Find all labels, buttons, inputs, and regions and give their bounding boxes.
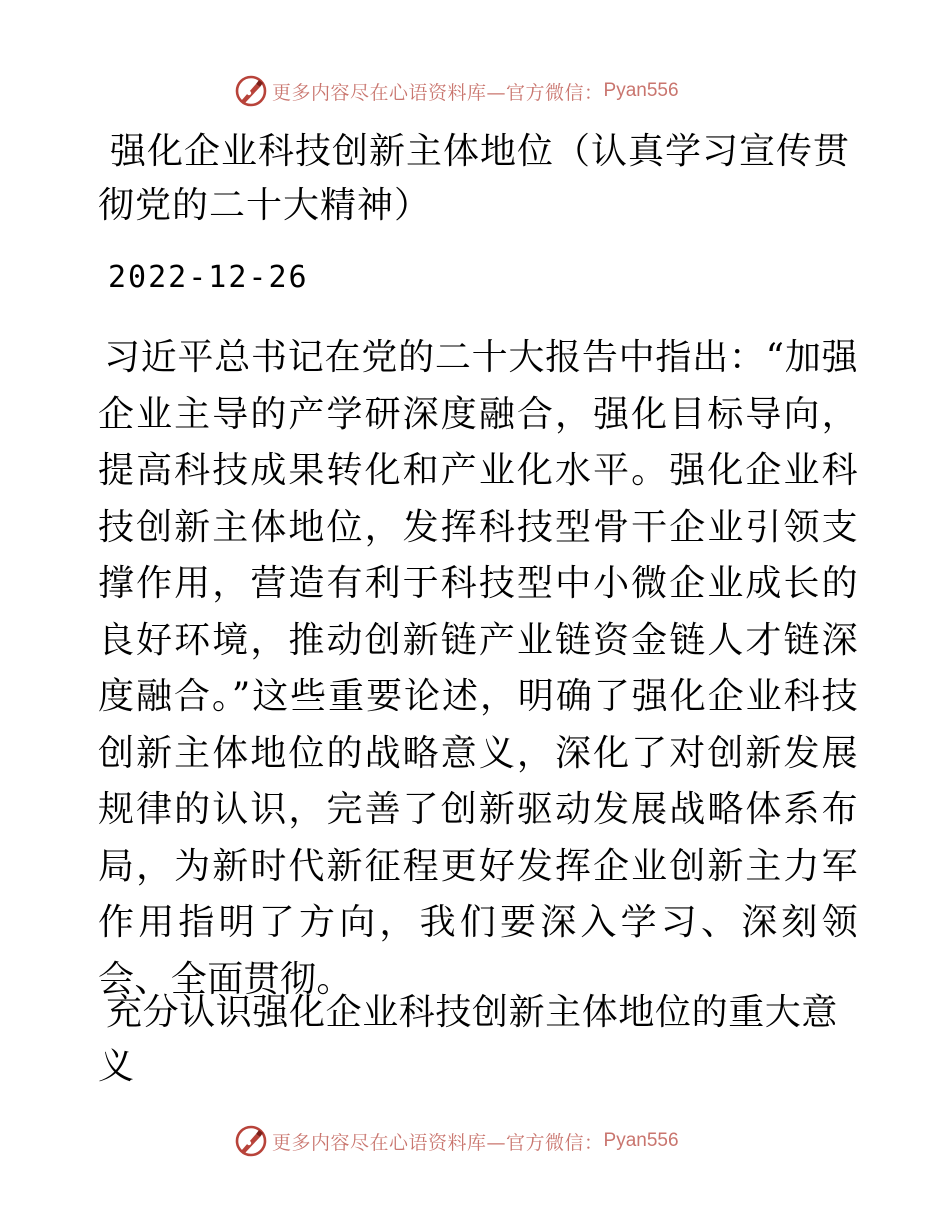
pen-logo-icon: [234, 74, 268, 108]
watermark-text: 更多内容尽在心语资料库—官方微信：: [272, 81, 604, 104]
watermark-banner-bottom: [234, 1124, 679, 1158]
document-title: 强化企业科技创新主体地位（认真学习宣传贯彻党的二十大精神）: [98, 131, 851, 226]
body-paragraph: 习近平总书记在党的二十大报告中指出：“加强企业主导的产学研深度融合，强化目标导向，提高科技成果转化和产业化水平。强化企业科技创新主体地位，发挥科技型骨干企业引领支撑作用，营造有利于科技型中小微企业成长的良好环境，推动创新链产业链资金链人才链深度融合。”这些重要论述，明确了强化企业科技创新主体地位的战略意义，深化了对创新发展规律的认识，完善了创新驱动发展战略体系布局，为新时代新征程更好发挥企业创新主力军作用指明了方向，我们要深入学习、深刻领会、全面贯彻。: [98, 337, 858, 1000]
document-date: 2022-12-26: [108, 260, 309, 295]
pen-logo-icon: [234, 1124, 268, 1158]
section-heading: 充分认识强化企业科技创新主体地位的重大意义: [98, 992, 839, 1087]
watermark-account: Pyan556: [603, 80, 679, 101]
watermark-text: 更多内容尽在心语资料库—官方微信：: [272, 1131, 604, 1154]
watermark-banner-top: [234, 74, 679, 108]
watermark-account: Pyan556: [603, 1130, 679, 1151]
